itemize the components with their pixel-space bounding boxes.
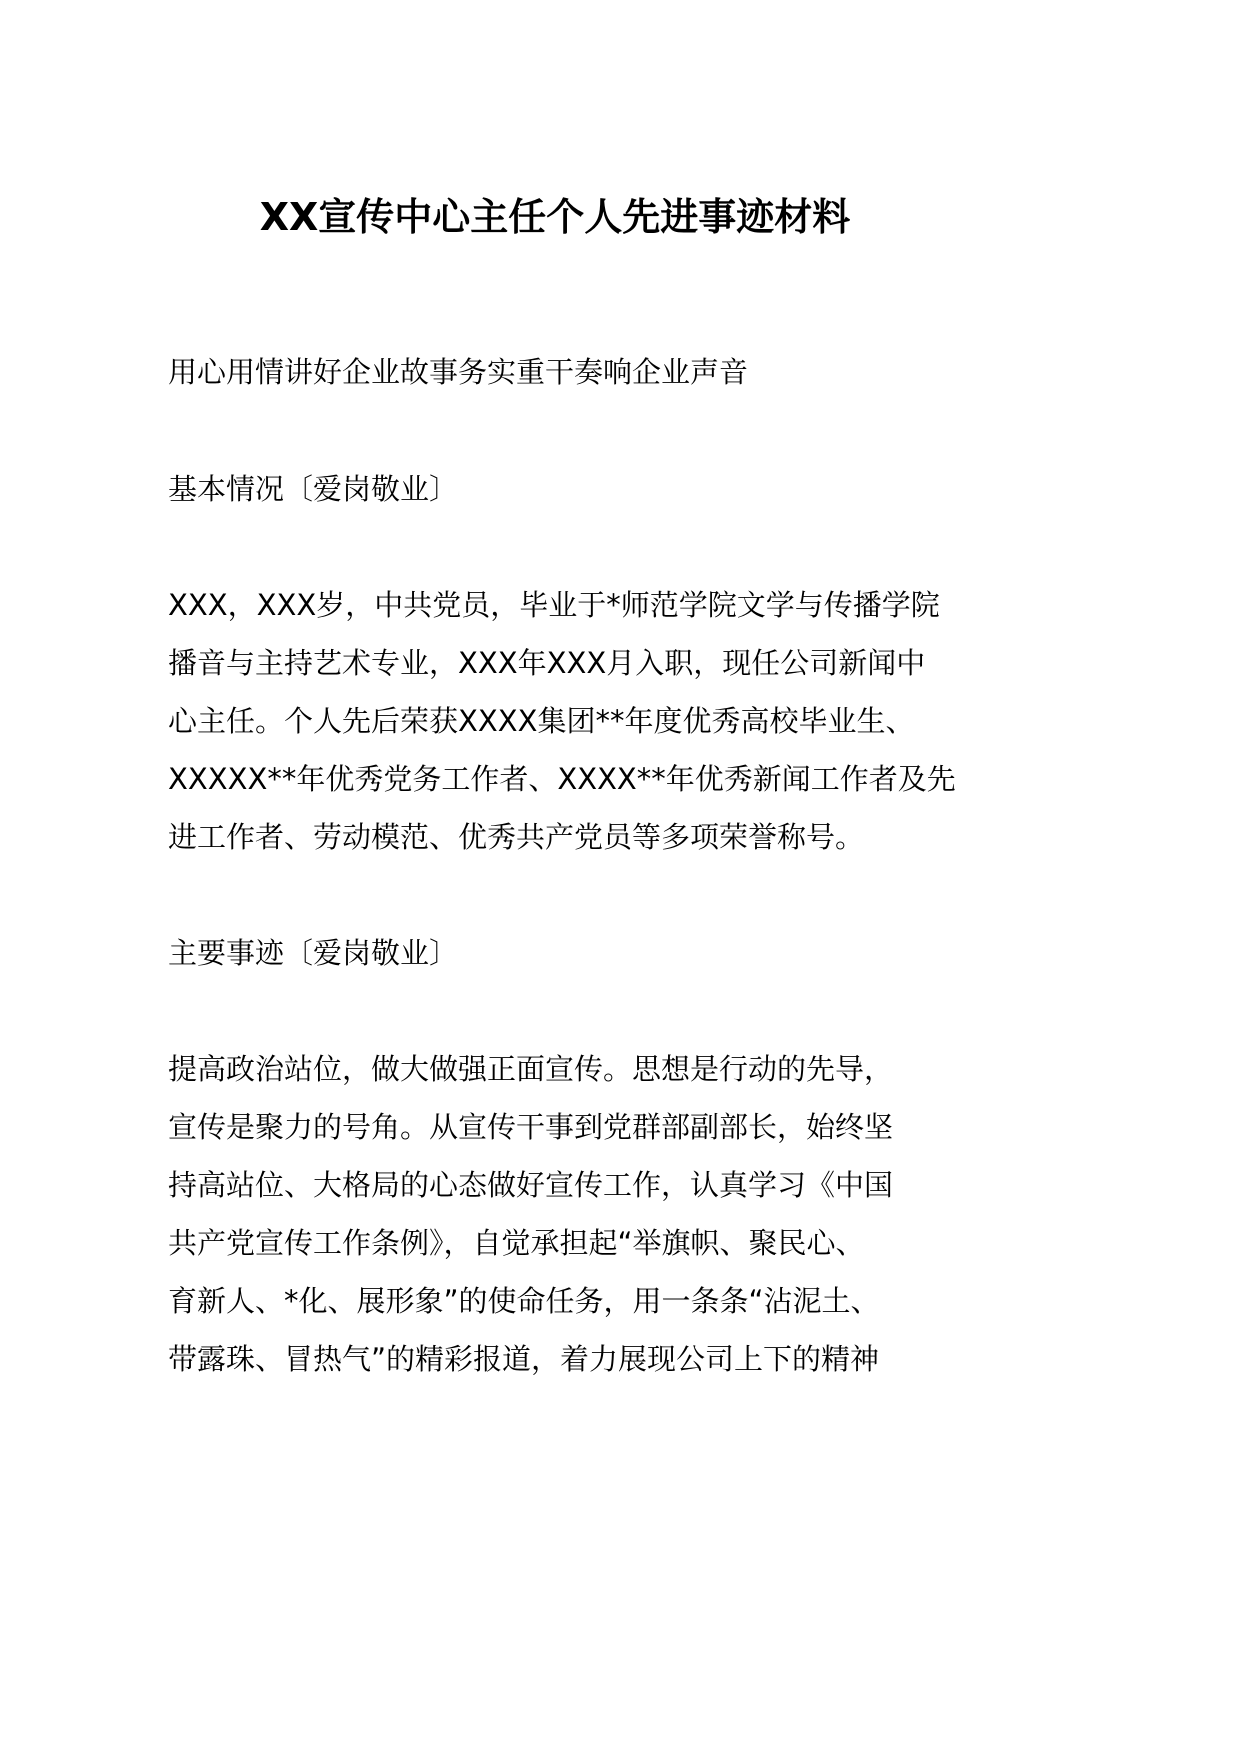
paragraph-line: 宣传是聚力的号角。从宣传干事到党群部副部长，始终坚 [168, 1110, 894, 1144]
section-heading-basic-info: 基本情况〔爱岗敬业〕 [168, 472, 459, 506]
paragraph-line: 共产党宣传工作条例》，自觉承担起“举旗帜、聚民心、 [168, 1226, 865, 1260]
paragraph-line: 播音与主持艺术专业，XXX年XXX月入职，现任公司新闻中 [168, 646, 926, 680]
paragraph-line: 进工作者、劳动模范、优秀共产党员等多项荣誉称号。 [168, 820, 865, 854]
document-subtitle: 用心用情讲好企业故事务实重干奏响企业声音 [168, 355, 749, 389]
paragraph-line: XXX，XXX岁，中共党员，毕业于*师范学院文学与传播学院 [168, 588, 940, 622]
paragraph-line: 带露珠、冒热气”的精彩报道，着力展现公司上下的精神 [168, 1342, 880, 1376]
document-title: XX宣传中心主任个人先进事迹材料 [259, 195, 851, 239]
paragraph-line: 提高政治站位，做大做强正面宣传。思想是行动的先导， [168, 1052, 894, 1086]
paragraph-line: 心主任。个人先后荣获XXXX集团**年度优秀高校毕业生、 [168, 704, 915, 738]
paragraph-line: 育新人、*化、展形象”的使命任务，用一条条“沾泥土、 [168, 1284, 880, 1318]
paragraph-line: 持高站位、大格局的心态做好宣传工作，认真学习《中国 [168, 1168, 894, 1202]
paragraph-line: XXXXX**年优秀党务工作者、XXXX**年优秀新闻工作者及先 [168, 762, 956, 796]
section-heading-main-deeds: 主要事迹〔爱岗敬业〕 [168, 936, 459, 970]
